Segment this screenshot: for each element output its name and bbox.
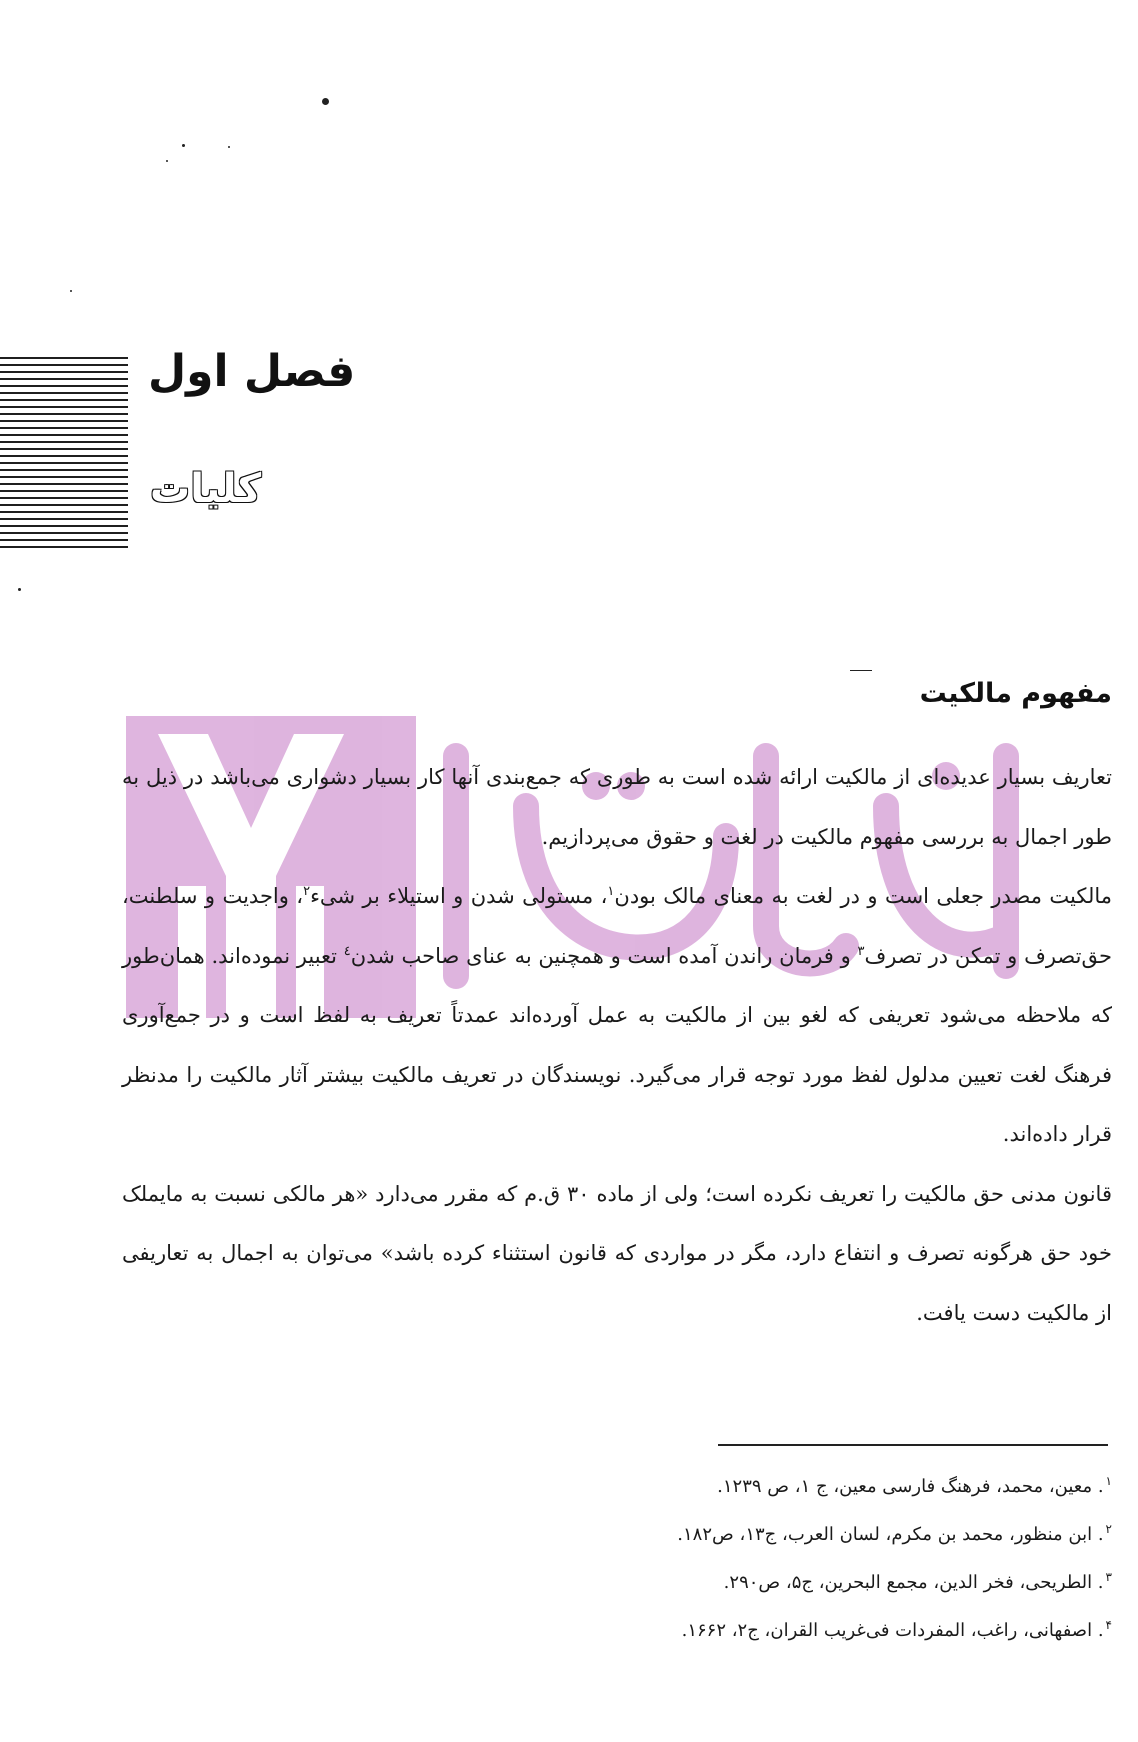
footnote-item [412,1508,1112,1556]
footnote-text: . اصفهانی، راغب، المفردات فی‌غریب القران، ج۲، ۱۶۶۲. [681,1620,1104,1641]
paragraph-2-part: ، واجدیت و سلطنت، حق‌تصرف و تمکن در تصرف [122,884,1112,968]
footnote-ref: ۳ [857,943,865,959]
footnote-text: . ابن منظور، محمد بن مکرم، لسان العرب، ج۱۳، ص۱۸۲. [677,1524,1104,1545]
footnote-ref: ۱ [607,884,615,899]
scan-speck [18,588,21,591]
footnote-text: . معین، محمد، فرهنگ فارسی معین، ج ۱، ص ۱۲۳۹. [717,1476,1104,1497]
scan-speck [322,98,329,105]
footnote-item [412,1556,1112,1604]
paragraph-2 [122,867,1112,1165]
footnote-number: ۱ [1105,1474,1112,1488]
paragraph-2-part: تعبیر نموده‌اند. همان‌طور که ملاحظه می‌شود تعریفی که لغو بین از مالکیت به عمل آورده‌اند عمدتاً تعریف به لفظ است و در جمع‌آوری فرهنگ لغت تعیین مدلول لفظ مورد توجه قرار می‌گیرد. نویسندگان در تعریف مالکیت بیشتر آثار مالکیت را مدنظر قرار داده‌اند. [122,943,1112,1146]
chapter-subtitle: کلیات [150,466,262,512]
scan-speck [70,290,72,292]
paragraph-2-part: مالکیت مصدر جعلی است و در لغت به معنای مالک بودن [614,884,1113,908]
paragraph-2-part: و فرمان راندن آمده است و همچنین به عنای صاحب شدن [350,943,858,968]
footnote-number: ۲ [1105,1522,1112,1536]
scan-speck [228,146,230,148]
footnote-ref: ٤ [343,943,351,959]
footnotes [412,1460,1112,1652]
footnote-text: . الطریحی، فخر الدین، مجمع البحرین، ج۵، ص۲۹۰. [723,1572,1104,1593]
body-text [122,748,1112,1343]
paragraph-1: تعاریف بسیار عدیده‌ای از مالکیت ارائه شده است به طوری که جمع‌بندی آنها کار بسیار دشواری می‌باشد در ذیل به طور اجمال به بررسی مفهوم مالکیت در لغت و حقوق می‌پردازیم. [122,765,1112,849]
stripes-decoration [0,357,128,549]
footnote-divider [718,1444,1108,1446]
section-title: مفهوم مالکیت [919,678,1112,709]
scan-speck [166,160,168,162]
scan-speck [182,144,185,147]
footnote-ref: ۲ [303,884,311,899]
scan-speck [850,670,872,671]
footnote-item [412,1604,1112,1652]
footnote-number: ۳ [1105,1570,1112,1584]
paragraph-3: قانون مدنی حق مالکیت را تعریف نکرده است؛ ولی از ماده ۳۰ ق.م که مقرر می‌دارد «هر مالکی نسبت به مایملک خود حق هرگونه تصرف و انتفاع دارد، مگر در مواردی که قانون استثناء کرده باشد» می‌توان به اجمال به تعاریفی از مالکیت دست یافت. [122,1181,1112,1325]
footnote-number: ۴ [1105,1618,1112,1632]
paragraph-2-part: ، مستولی شدن و استیلاء بر شیء [310,884,608,908]
footnote-item [412,1460,1112,1508]
chapter-title: فصل اول [148,346,356,397]
